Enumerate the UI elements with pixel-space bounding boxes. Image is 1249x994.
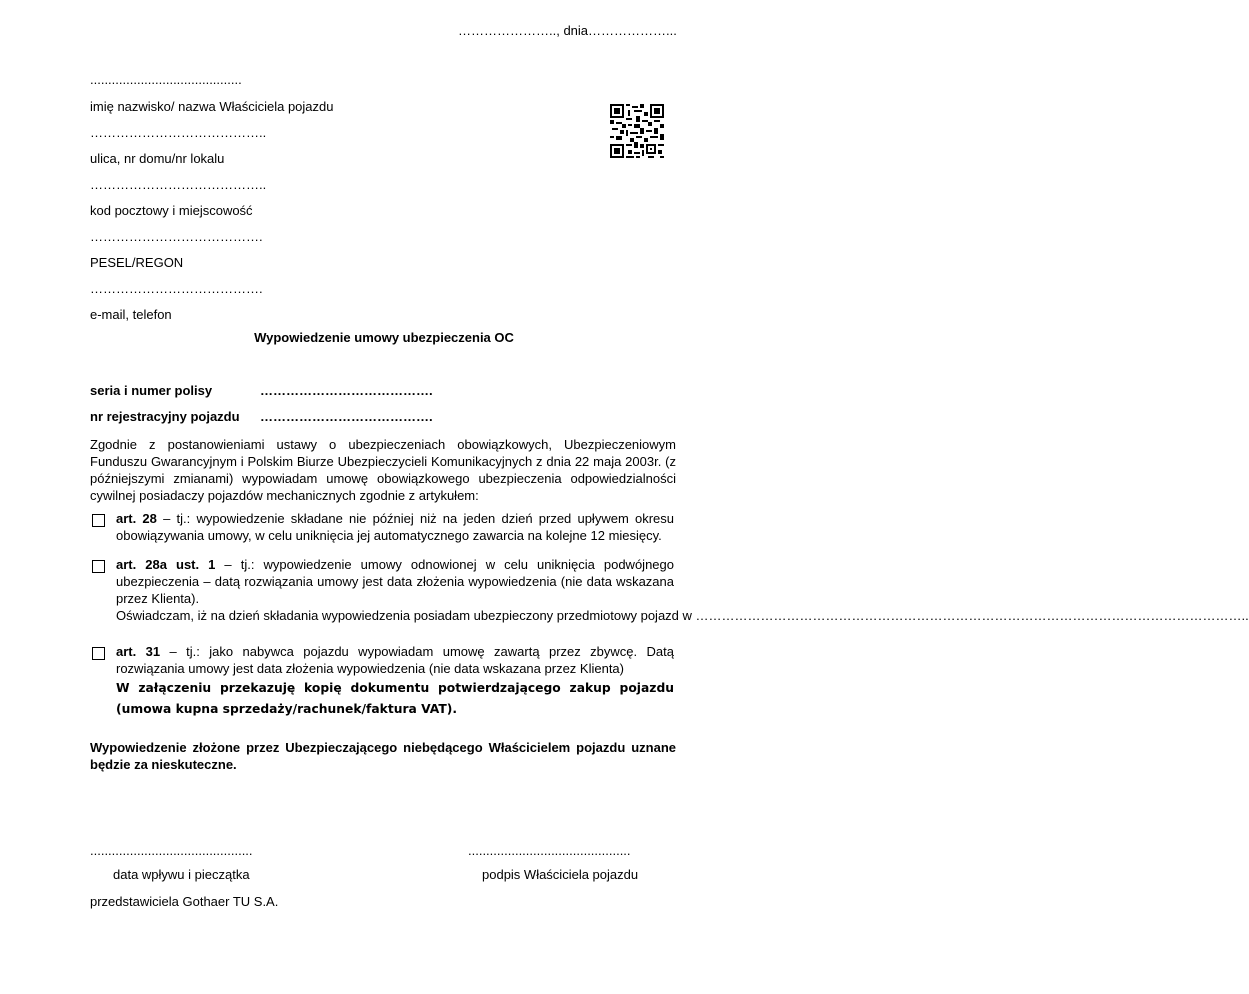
option-art-31 [116,643,674,720]
owner-street-field[interactable]: ………………………………….. [90,125,267,140]
owner-contact-field[interactable]: …………………………………. [90,281,263,296]
checkbox-art-28[interactable] [92,514,105,527]
checkbox-art-31[interactable] [92,647,105,660]
owner-signature-label: podpis Właściciela pojazdu [482,867,639,882]
warning-paragraph: Wypowiedzenie złożone przez Ubezpieczającego niebędącego Właścicielem pojazdu uznane będzie za nieskuteczne. [90,740,676,772]
option-art-28a [116,556,1249,624]
owner-postal-label: kod pocztowy i miejscowość [90,203,253,218]
plate-number-label: nr rejestracyjny pojazdu [90,409,240,424]
intro-paragraph: Zgodnie z postanowieniami ustawy o ubezpieczeniach obowiązkowych, Ubezpieczeniowym Funduszu Gwarancyjnym i Polskim Biurze Ubezpieczycieli Komunikacyjnych z dnia 22 maja 2003r. (z późniejszymi zmianami) wypowiadam umowę obowiązkowego ubezpieczenia odpowiedzialności cywilnej posiadaczy pojazdów mechanicznych zgodnie z artykułem: [90,437,676,503]
option-art-31-heading: art. 31 [116,644,161,659]
option-art-28-heading: art. 28 [116,511,157,526]
owner-name-field[interactable]: .......................................... [90,72,242,87]
option-art-28-text: – tj.: wypowiedzenie składane nie później niż na jeden dzień przed upływem okresu obowiązywania umowy, w celu uniknięcia jej automatycznego zawarcia na kolejne 12 miesięcy. [116,511,674,543]
receipt-signature-field[interactable]: ............................................. [90,843,253,858]
option-art-28a-text: – tj.: wypowiedzenie umowy odnowionej w celu uniknięcia podwójnego ubezpieczenia – datą rozwiązania umowy jest data złożenia wypowiedzenia (nie data wskazana przez Klienta). [116,557,674,606]
document-title: Wypowiedzenie umowy ubezpieczenia OC [254,330,514,345]
option-art-28 [116,510,674,544]
owner-signature-field[interactable]: ............................................. [468,843,631,858]
owner-contact-label: e-mail, telefon [90,307,172,322]
checkbox-art-28a[interactable] [92,560,105,573]
owner-street-label: ulica, nr domu/nr lokalu [90,151,225,166]
owner-pesel-label: PESEL/REGON [90,255,184,270]
date-place-line[interactable]: ………………….., dnia………………... [458,23,677,38]
option-art-28a-heading: art. 28a ust. 1 [116,557,216,572]
receipt-label: data wpływu i pieczątka [113,867,250,882]
policy-number-field[interactable]: …………………………………. [260,383,433,398]
option-art-31-text: – tj.: jako nabywca pojazdu wypowiadam umowę zawartą przez zbywcę. Datą rozwiązania umowy jest data złożenia wypowiedzenia (nie data wskazana przez Klienta) [116,644,674,676]
qr-code-icon [610,104,664,158]
owner-pesel-field[interactable]: …………………………………. [90,229,263,244]
option-art-28a-declaration[interactable]: Oświadczam, iż na dzień składania wypowiedzenia posiadam ubezpieczony przedmiotowy pojazd w ……………………………………………………………………………………………………………….. [116,608,1249,623]
plate-number-field[interactable]: …………………………………. [260,409,433,424]
receipt-label-2: przedstawiciela Gothaer TU S.A. [90,894,279,909]
option-art-31-attachment: W załączeniu przekazuję kopię dokumentu potwierdzającego zakup pojazdu (umowa kupna sprzedaży/rachunek/faktura VAT). [116,681,674,716]
owner-name-label: imię nazwisko/ nazwa Właściciela pojazdu [90,99,334,114]
policy-number-label: seria i numer polisy [90,383,213,398]
owner-postal-field[interactable]: ………………………………….. [90,177,267,192]
